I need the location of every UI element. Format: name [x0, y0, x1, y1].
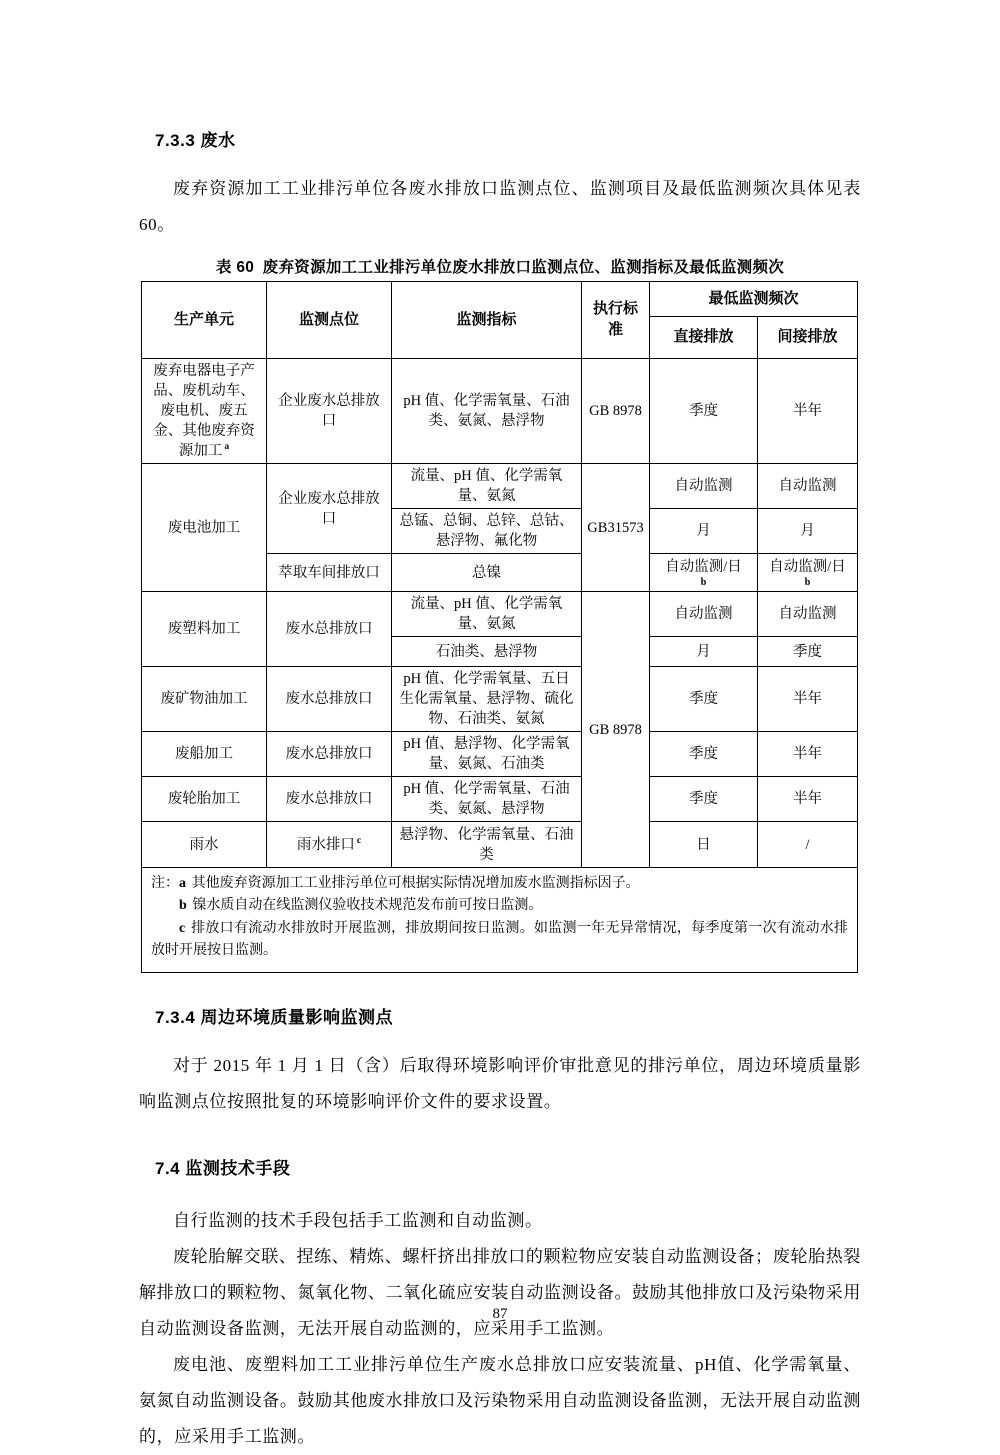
note-a: [151, 873, 848, 895]
cell-unit: 废船加工: [142, 732, 267, 777]
cell-text: 雨水排口: [296, 836, 355, 853]
footnote-ref-b: b: [804, 576, 811, 588]
cell-indicators: pH 值、悬浮物、化学需氧量、氨氮、石油类: [392, 732, 582, 777]
cell-unit: [142, 359, 267, 464]
cell-point: 废水总排放口: [267, 732, 392, 777]
cell-point: 废水总排放口: [267, 592, 392, 667]
cell-direct: 自动监测: [650, 592, 758, 637]
cell-point: 废水总排放口: [267, 777, 392, 822]
note-text: 镍水质自动在线监测仪验收技术规范发布前可按日监测。: [192, 898, 543, 914]
cell-indicators: 悬浮物、化学需氧量、石油类: [392, 822, 582, 868]
cell-indirect: 半年: [758, 667, 858, 732]
cell-direct: [650, 554, 758, 592]
cell-indicators: pH 值、化学需氧量、石油类、氨氮、悬浮物: [392, 359, 582, 464]
cell-text: 自动监测/日: [769, 558, 846, 575]
cell-indicators: pH 值、化学需氧量、五日生化需氧量、悬浮物、硫化物、石油类、氨氮: [392, 667, 582, 732]
paragraph-7-3-3: 废弃资源加工工业排污单位各废水排放口监测点位、监测项目及最低监测频次具体见表 60。: [139, 179, 861, 234]
row-plastic-1: [142, 592, 858, 637]
cell-indicators: pH 值、化学需氧量、石油类、氨氮、悬浮物: [392, 777, 582, 822]
table-60: [141, 281, 858, 973]
cell-indirect: /: [758, 822, 858, 868]
note-marker: c: [179, 920, 186, 936]
footnote-ref-b: b: [700, 576, 707, 588]
row-tire: [142, 777, 858, 822]
cell-indicators: 流量、pH 值、化学需氧量、氨氮: [392, 592, 582, 637]
cell-point: 萃取车间排放口: [267, 554, 392, 592]
cell-standard: GB 8978: [582, 359, 650, 464]
paragraph-7-4-3: 废电池、废塑料加工工业排污单位生产废水总排放口应安装流量、pH值、化学需氧量、氨氮自动监测设备。鼓励其他废水排放口及污染物采用自动监测设备监测，无法开展自动监测的，应采用手工监测。: [139, 1354, 861, 1446]
note-marker: a: [179, 876, 186, 891]
cell-unit: 雨水: [142, 822, 267, 868]
cell-indicators: 总镍: [392, 554, 582, 592]
row-rainwater: [142, 822, 858, 868]
cell-point: [267, 822, 392, 868]
note-prefix: 注：: [151, 876, 179, 891]
note-text: 其他废弃资源加工工业排污单位可根据实际情况增加废水监测指标因子。: [191, 876, 640, 891]
row-battery-1: [142, 464, 858, 509]
col-header-production-unit: 生产单元: [142, 282, 267, 359]
cell-direct: 月: [650, 509, 758, 554]
cell-indirect: 自动监测: [758, 592, 858, 637]
cell-direct: 季度: [650, 732, 758, 777]
table-header-row-1: [142, 282, 858, 317]
section-heading-7-3-4: 7.3.4 周边环境质量影响监测点: [155, 1007, 394, 1027]
row-mineral-oil: [142, 667, 858, 732]
cell-unit: 废塑料加工: [142, 592, 267, 667]
cell-indirect: 半年: [758, 359, 858, 464]
cell-point: 企业废水总排放口: [267, 464, 392, 554]
row-electronics: [142, 359, 858, 464]
cell-indirect: 季度: [758, 637, 858, 667]
page-number: 87: [492, 1306, 508, 1322]
col-header-direct-discharge: 直接排放: [650, 317, 758, 359]
cell-indicators: 石油类、悬浮物: [392, 637, 582, 667]
cell-text: 废弃电器电子产品、废机动车、废电机、废五金、其他废弃资源加工: [153, 363, 255, 459]
cell-indirect: 半年: [758, 732, 858, 777]
cell-unit: 废矿物油加工: [142, 667, 267, 732]
col-header-indicators: 监测指标: [392, 282, 582, 359]
cell-direct: 季度: [650, 667, 758, 732]
cell-indicators: 流量、pH 值、化学需氧量、氨氮: [392, 464, 582, 509]
paragraph-7-4-1: 自行监测的技术手段包括手工监测和自动监测。: [173, 1210, 543, 1230]
section-heading-7-3-3: 7.3.3 废水: [155, 131, 236, 150]
note-text: 排放口有流动水排放时开展监测，排放期间按日监测。如监测一年无异常情况，每季度第一次有流动水排放时开展按日监测。: [151, 920, 849, 959]
note-b: [151, 895, 848, 917]
note-c: [151, 918, 848, 963]
col-header-min-frequency: 最低监测频次: [650, 282, 858, 317]
cell-indirect: [758, 554, 858, 592]
cell-unit: 废电池加工: [142, 464, 267, 592]
cell-indirect: 自动监测: [758, 464, 858, 509]
cell-direct: 日: [650, 822, 758, 868]
cell-standard: GB 8978: [582, 592, 650, 868]
cell-direct: 自动监测: [650, 464, 758, 509]
cell-direct: 月: [650, 637, 758, 667]
col-header-standard: 执行标准: [582, 282, 650, 359]
col-header-indirect-discharge: 间接排放: [758, 317, 858, 359]
table-caption-title: 废弃资源加工工业排污单位废水排放口监测点位、监测指标及最低监测频次: [262, 259, 785, 276]
paragraph-7-3-4: 对于 2015 年 1 月 1 日（含）后取得环境影响评价审批意见的排污单位，周边环境质量影响监测点位按照批复的环境影响评价文件的要求设置。: [139, 1055, 861, 1111]
table-caption: [139, 255, 861, 277]
col-header-monitoring-point: 监测点位: [267, 282, 392, 359]
cell-text: 自动监测/日: [665, 558, 742, 575]
section-heading-7-4: 7.4 监测技术手段: [155, 1158, 291, 1178]
cell-indicators: 总锰、总铜、总锌、总钴、悬浮物、氟化物: [392, 509, 582, 554]
note-marker: b: [179, 898, 187, 914]
cell-unit: 废轮胎加工: [142, 777, 267, 822]
table-notes: [142, 868, 858, 973]
row-ship: [142, 732, 858, 777]
cell-indirect: 半年: [758, 777, 858, 822]
table-notes-row: [142, 868, 858, 973]
cell-standard: GB31573: [582, 464, 650, 592]
table-caption-label: 表 60: [215, 259, 255, 276]
footnote-ref-a: a: [224, 442, 230, 453]
cell-point: 企业废水总排放口: [267, 359, 392, 464]
cell-direct: 季度: [650, 777, 758, 822]
cell-point: 废水总排放口: [267, 667, 392, 732]
paragraph-7-4-2: 废轮胎解交联、捏练、精炼、螺杆挤出排放口的颗粒物应安装自动监测设备；废轮胎热裂解排放口的颗粒物、氮氧化物、二氧化硫应安装自动监测设备。鼓励其他排放口及污染物采用自动监测设备监测，无法开展自动监测的，应采用手工监测。: [139, 1246, 861, 1338]
footnote-ref-c: c: [356, 835, 362, 846]
page-content: [139, 112, 861, 1455]
cell-indirect: 月: [758, 509, 858, 554]
cell-direct: 季度: [650, 359, 758, 464]
